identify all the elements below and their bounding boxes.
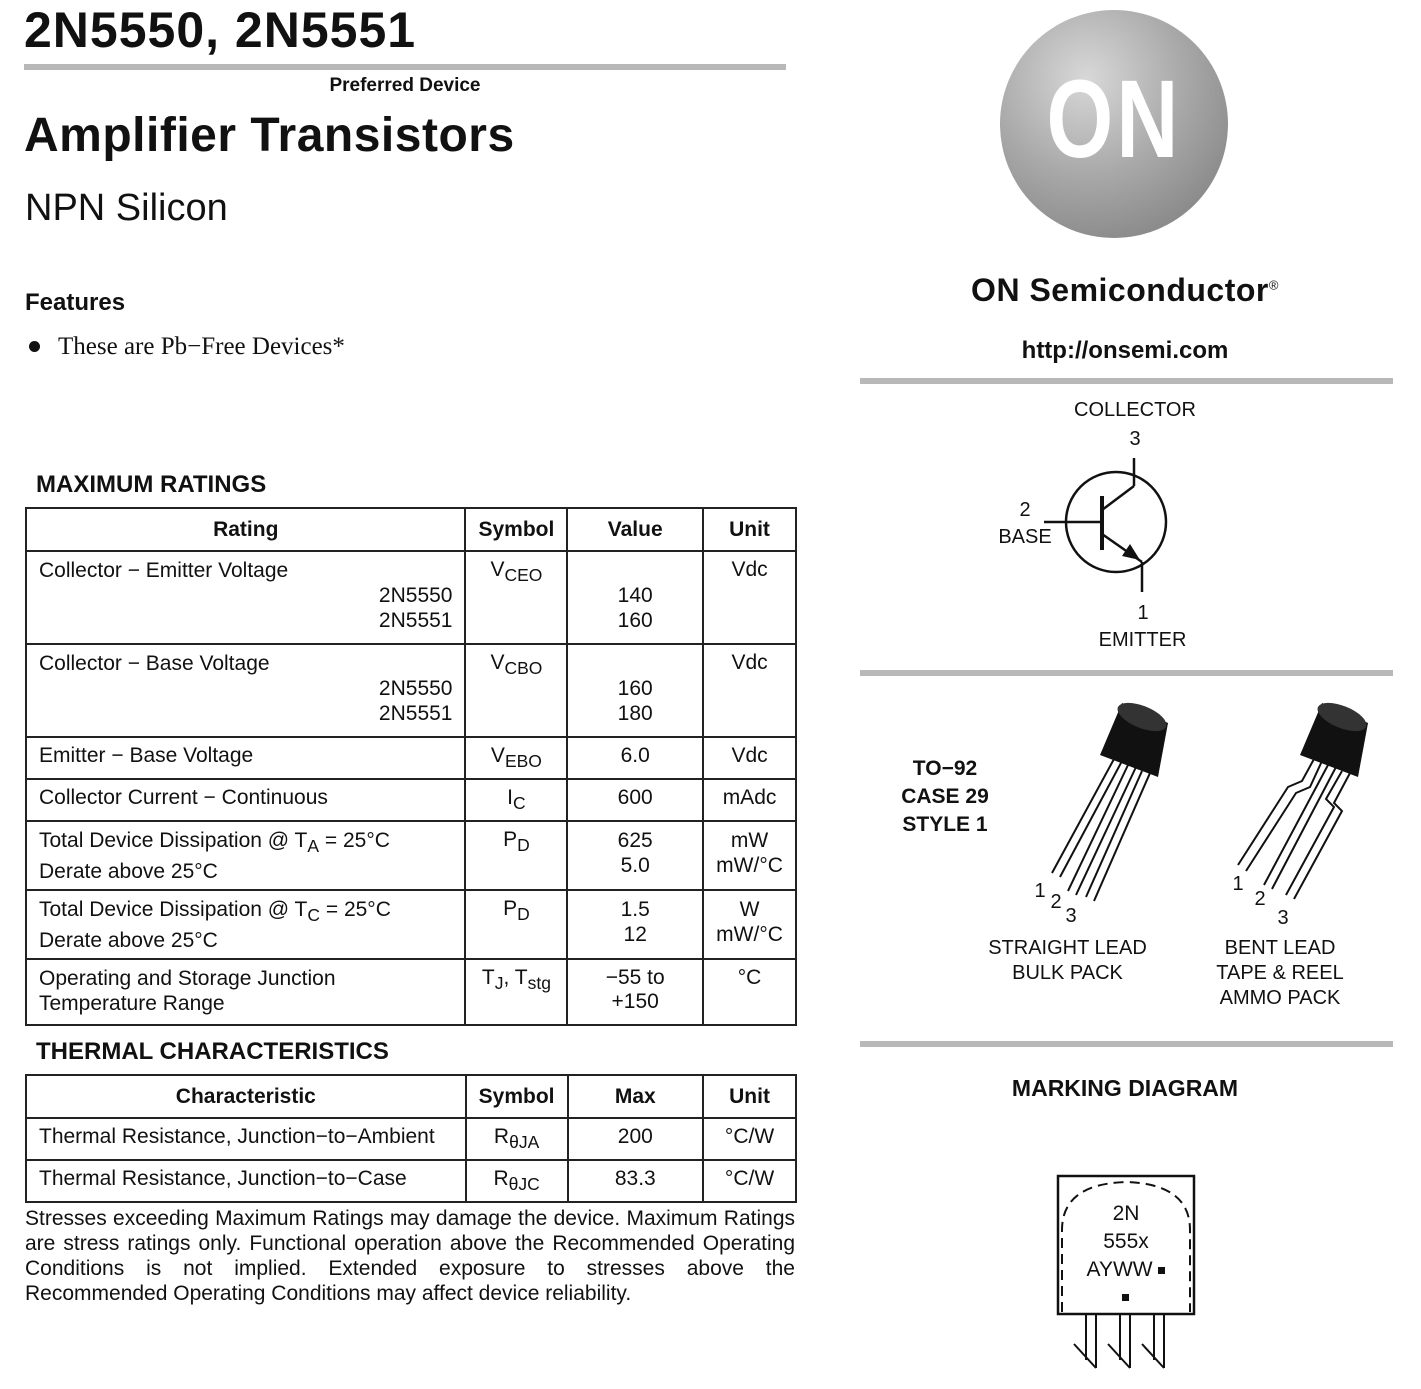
- value-cell: 1.5 12: [567, 890, 703, 959]
- table-row: [26, 890, 796, 959]
- column-header: Rating: [26, 508, 465, 551]
- thermal-table: [25, 1074, 797, 1203]
- rating-name: Collector − Base Voltage: [39, 652, 270, 675]
- rating-cell: [26, 551, 465, 644]
- rating-cell: Emitter − Base Voltage: [26, 737, 465, 779]
- section-rule: [860, 378, 1393, 384]
- symbol-cell: $I_C$: [465, 779, 567, 821]
- website-link[interactable]: http://onsemi.com: [1021, 337, 1229, 364]
- characteristic-cell: Thermal Resistance, Junction−to−Ambient: [26, 1118, 466, 1160]
- bent-pin-1: 1: [1232, 873, 1244, 895]
- unit-cell: Vdc: [703, 644, 796, 737]
- unit-cell: °C: [703, 959, 796, 1025]
- package-name: TO−92 CASE 29 STYLE 1: [901, 757, 989, 836]
- symbol-cell: $R_{\theta JC}$: [466, 1160, 568, 1202]
- document-subtitle: NPN Silicon: [25, 187, 228, 229]
- rating-name: Collector − Emitter Voltage: [39, 559, 289, 582]
- table-header-row: [26, 508, 796, 551]
- header-rule: [24, 64, 786, 70]
- section-rule: [860, 1041, 1393, 1047]
- table-row: [26, 821, 796, 890]
- column-header: Value: [567, 508, 703, 551]
- section-rule: [860, 670, 1393, 676]
- document-title: Amplifier Transistors: [24, 109, 515, 162]
- collector-pin: 3: [1129, 428, 1141, 450]
- part-number-title: 2N5550, 2N5551: [24, 2, 417, 58]
- column-header: Max: [568, 1075, 704, 1118]
- preferred-device-label: Preferred Device: [329, 75, 481, 96]
- symbol-cell: $V_{CEO}$: [465, 551, 567, 644]
- bent-pin-3: 3: [1277, 907, 1289, 929]
- bent-pin-2: 2: [1254, 888, 1266, 910]
- unit-cell: °C/W: [703, 1118, 796, 1160]
- rating-cell: Total Device Dissipation @ $T_A = 25^\circ C$ Derate above 25°C: [26, 821, 465, 890]
- symbol-cell: $P_D$: [465, 890, 567, 959]
- straight-pin-2: 2: [1050, 891, 1062, 913]
- feature-text: These are Pb−Free Devices*: [58, 333, 345, 360]
- unit-cell: Vdc: [703, 551, 796, 644]
- column-header: Unit: [703, 508, 796, 551]
- features-heading: Features: [25, 289, 126, 316]
- max-ratings-table: [25, 507, 797, 1026]
- rating-cell: Operating and Storage Junction Temperature Range: [26, 959, 465, 1025]
- column-header: Symbol: [466, 1075, 568, 1118]
- registered-mark: ®: [1268, 277, 1279, 293]
- marking-text: 2N 555x AYWW: [1058, 1200, 1194, 1284]
- table-row: [26, 644, 796, 737]
- table-row: [26, 779, 796, 821]
- base-pin: 2: [1019, 499, 1031, 521]
- straight-pin-3: 3: [1065, 905, 1077, 927]
- straight-pin-1: 1: [1034, 880, 1046, 902]
- on-logo-text: ON: [1046, 58, 1182, 181]
- brand-name: ON Semiconductor®: [971, 272, 1279, 308]
- max-cell: 83.3: [568, 1160, 704, 1202]
- emitter-pin: 1: [1137, 602, 1149, 624]
- emitter-label: EMITTER: [1098, 629, 1187, 651]
- value-cell: 600: [567, 779, 703, 821]
- base-label: BASE: [998, 526, 1052, 548]
- value-cell: 625 5.0: [567, 821, 703, 890]
- table-row: [26, 1160, 796, 1202]
- straight-lead-label: STRAIGHT LEAD BULK PACK: [988, 937, 1147, 984]
- column-header: Symbol: [465, 508, 567, 551]
- table-row: [26, 737, 796, 779]
- rating-cell: Collector Current − Continuous: [26, 779, 465, 821]
- column-header: Unit: [703, 1075, 796, 1118]
- symbol-cell: $V_{EBO}$: [465, 737, 567, 779]
- rating-cell: Total Device Dissipation @ $T_C = 25^\circ C$ Derate above 25°C: [26, 890, 465, 959]
- value-cell: 6.0: [567, 737, 703, 779]
- unit-cell: W mW/°C: [703, 890, 796, 959]
- straight-lead-package-drawing: [1030, 695, 1180, 905]
- column-header: Characteristic: [26, 1075, 466, 1118]
- symbol-cell: $P_D$: [465, 821, 567, 890]
- bullet-icon: [29, 341, 40, 352]
- symbol-cell: $T_J$, $T_{stg}$: [465, 959, 567, 1025]
- table-row: [26, 1118, 796, 1160]
- npn-transistor-symbol: [1030, 450, 1190, 600]
- rating-cell: [26, 644, 465, 737]
- variant-label: 2N5550: [378, 584, 453, 607]
- unit-cell: mW mW/°C: [703, 821, 796, 890]
- unit-cell: mAdc: [703, 779, 796, 821]
- max-ratings-heading: MAXIMUM RATINGS: [36, 471, 267, 498]
- characteristic-cell: Thermal Resistance, Junction−to−Case: [26, 1160, 466, 1202]
- symbol-cell: $R_{\theta JA}$: [466, 1118, 568, 1160]
- bent-lead-label: BENT LEAD TAPE & REEL AMMO PACK: [1216, 937, 1344, 1009]
- max-cell: 200: [568, 1118, 704, 1160]
- table-row: [26, 959, 796, 1025]
- collector-label: COLLECTOR: [1074, 399, 1196, 421]
- symbol-cell: $V_{CBO}$: [465, 644, 567, 737]
- value-cell: 160 180: [567, 644, 703, 737]
- table-header-row: [26, 1075, 796, 1118]
- pin-one-dot-icon: [1158, 1267, 1165, 1274]
- feature-item: [25, 333, 345, 361]
- variant-label: 2N5550: [378, 677, 453, 700]
- table-row: [26, 551, 796, 644]
- bent-lead-package-drawing: [1230, 695, 1380, 905]
- variant-label: 2N5551: [378, 702, 453, 725]
- value-cell: 140 160: [567, 551, 703, 644]
- thermal-heading: THERMAL CHARACTERISTICS: [36, 1038, 389, 1065]
- stress-note: Stresses exceeding Maximum Ratings may damage the device. Maximum Ratings are stress ratings only. Functional operation above the Recommended Operating Conditions is not implied. Extended exposure to stresses above the Recommended Operating Conditions may affect device reliability.: [25, 1207, 795, 1305]
- value-cell: −55 to +150: [567, 959, 703, 1025]
- unit-cell: °C/W: [703, 1160, 796, 1202]
- unit-cell: Vdc: [703, 737, 796, 779]
- variant-label: 2N5551: [378, 609, 453, 632]
- marking-diagram-heading: MARKING DIAGRAM: [1011, 1075, 1239, 1101]
